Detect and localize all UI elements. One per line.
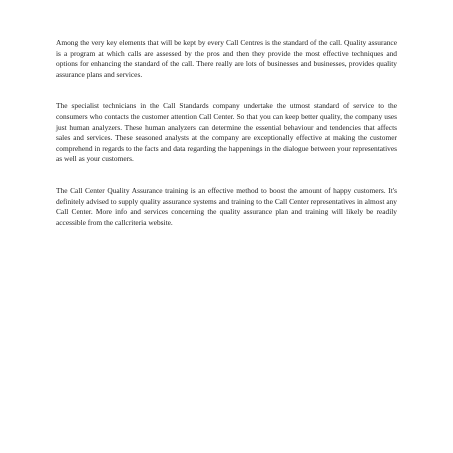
paragraph-3: The Call Center Quality Assurance training is an effective method to boost the amount of happy customers. It's definitely advised to supply quality assurance systems and training to the Call Center representatives in almost any Call Center. More info and services concerning the quality assurance plan and training will likely be readily accessible from the callcriteria website. — [56, 185, 397, 227]
paragraph-1: Among the very key elements that will be kept by every Call Centres is the standard of the call. Quality assurance is a program at which calls are assessed by the pros and then they provide the most effective techniques and options for enhancing the standard of the call. There really are lots of businesses and businesses, provides quality assurance plans and services. — [56, 38, 397, 79]
paragraph-2: The specialist technicians in the Call Standards company undertake the utmost standard of service to the consumers who contacts the customer attention Call Center. So that you can keep better quality, the company uses just human analyzers. These human analyzers can determine the essential behaviour and tendencies that affects sales and services. These seasoned analysts at the company are exceptionally effective at making the customer comprehend in regards to the facts and data regarding the happenings in the dialogue between your representatives as well as your customers. — [56, 101, 397, 164]
document-body — [56, 38, 397, 228]
